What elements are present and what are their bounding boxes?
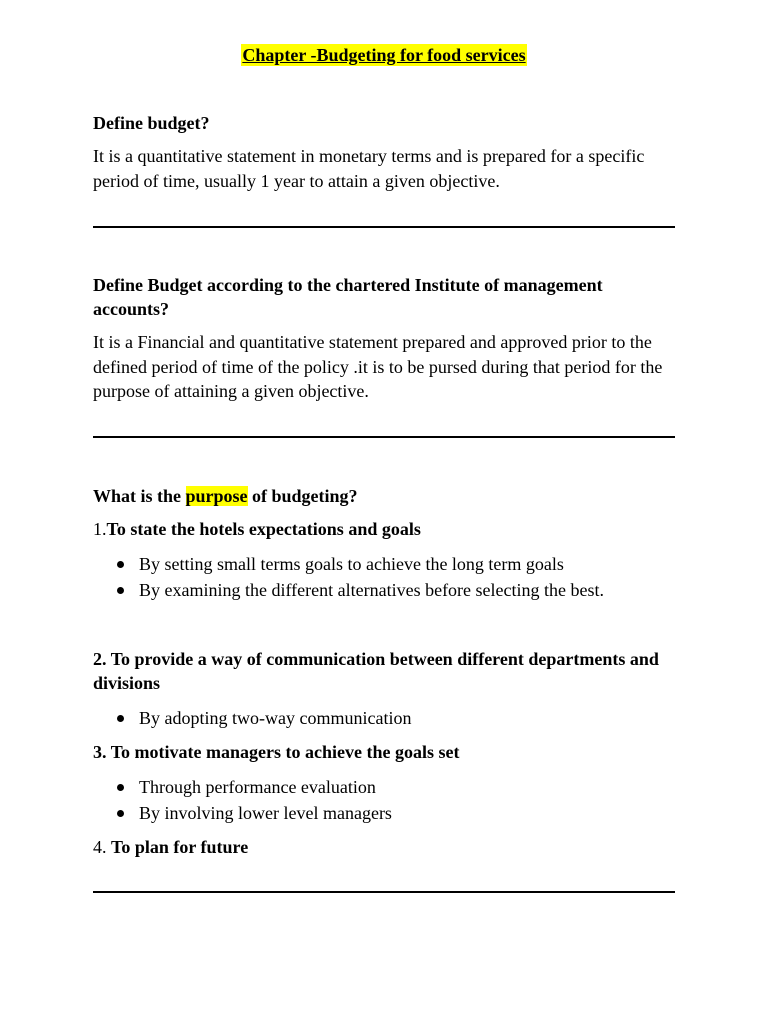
answer-text: It is a quantitative statement in monetary terms and is prepared for a specific period of time, usually 1 year to attain a given objective. (93, 146, 645, 191)
bullet-icon (117, 784, 124, 791)
purpose-point-2 (93, 647, 675, 731)
purpose-point-3 (93, 740, 675, 826)
horizontal-rule (93, 226, 675, 228)
bullet-list (93, 551, 675, 603)
point-number: 4. (93, 837, 111, 857)
point-heading (93, 647, 675, 695)
point-heading (93, 517, 675, 541)
bullet-icon (117, 810, 124, 817)
point-heading (93, 740, 675, 764)
list-item (93, 800, 675, 826)
list-item-text: By adopting two-way communication (139, 708, 412, 728)
question-heading: Define budget? (93, 113, 210, 133)
point-number: 3. (93, 742, 111, 762)
point-title: To provide a way of communication between different departments and divisions (93, 649, 659, 693)
list-item (93, 551, 675, 577)
list-item-text: By setting small terms goals to achieve the long term goals (139, 554, 564, 574)
purpose-point-1 (93, 517, 675, 603)
answer-text: It is a Financial and quantitative statement prepared and approved prior to the defined period of time of the policy .it is to be pursed during that period for the purpose of attaining a given objective. (93, 332, 663, 401)
question-part: of budgeting? (247, 486, 358, 506)
chapter-title: Chapter -Budgeting for food services (242, 45, 526, 65)
horizontal-rule (93, 891, 675, 893)
point-number: 1. (93, 519, 107, 539)
point-title: To plan for future (111, 837, 249, 857)
list-item-text: By examining the different alternatives before selecting the best. (139, 580, 605, 600)
section-define-budget (93, 111, 675, 193)
section-define-budget-cima (93, 273, 675, 404)
question-heading: Define Budget according to the chartered Institute of management accounts? (93, 275, 603, 319)
point-title: To motivate managers to achieve the goals set (110, 742, 460, 762)
list-item (93, 705, 675, 731)
point-number: 2. (93, 649, 111, 669)
bullet-list (93, 774, 675, 826)
list-item-text: By involving lower level managers (139, 803, 392, 823)
bullet-list (93, 705, 675, 731)
section-purpose (93, 484, 675, 508)
bullet-icon (117, 715, 124, 722)
purpose-point-4 (93, 835, 675, 859)
list-item (93, 774, 675, 800)
list-item (93, 577, 675, 603)
horizontal-rule (93, 436, 675, 438)
bullet-icon (117, 587, 124, 594)
question-part: What is the (93, 486, 186, 506)
bullet-icon (117, 561, 124, 568)
list-item-text: Through performance evaluation (139, 777, 376, 797)
title-wrapper (93, 44, 675, 66)
point-heading (93, 835, 675, 859)
highlighted-word: purpose (185, 486, 248, 506)
purpose-question (93, 484, 675, 508)
point-title: To state the hotels expectations and goals (106, 519, 421, 539)
